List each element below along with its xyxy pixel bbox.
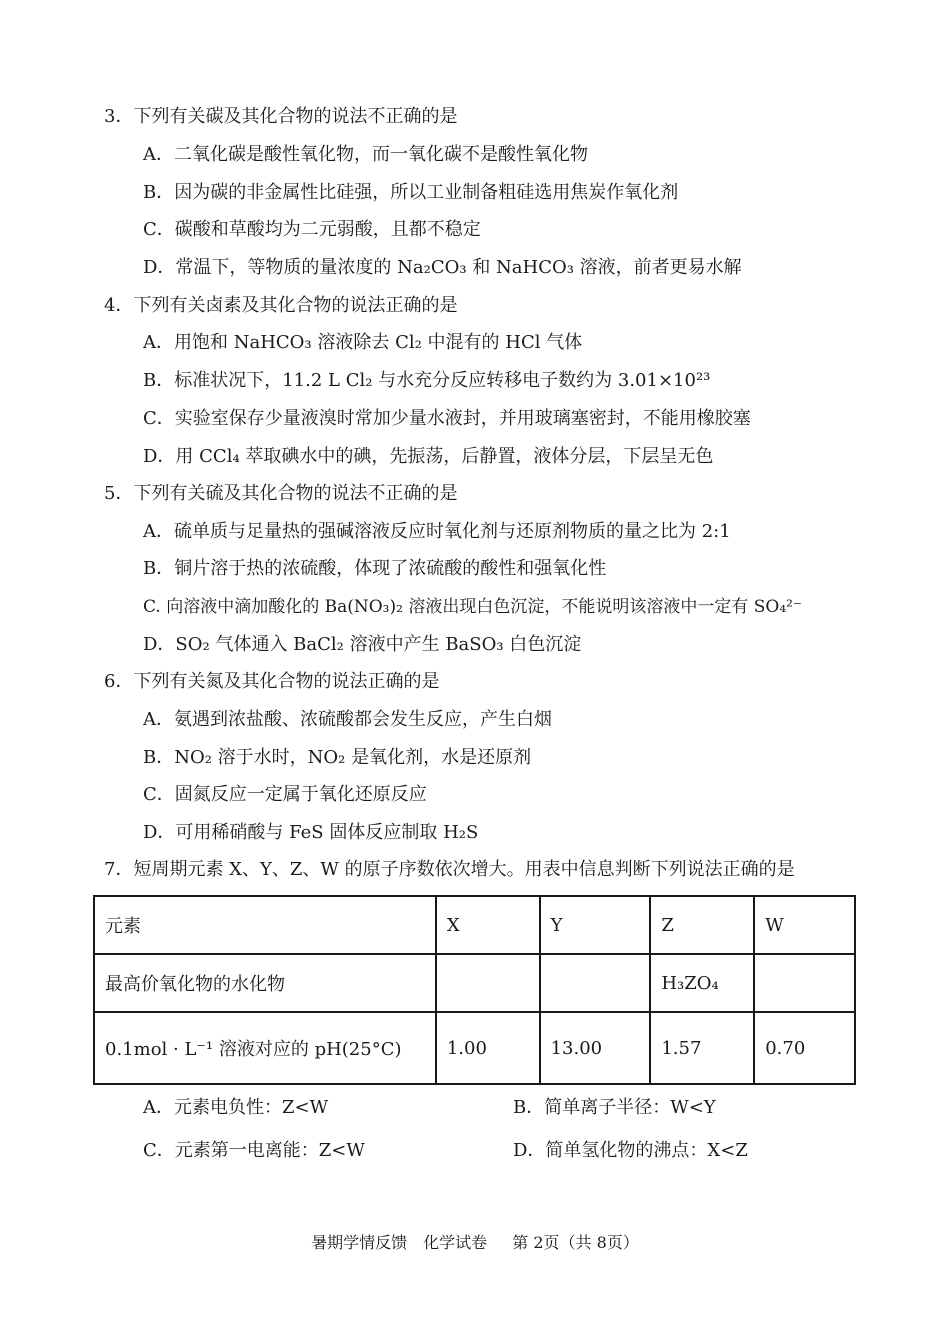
question-7-option-d: D．简单氢化物的沸点：X<Z	[513, 1140, 748, 1161]
table-header-row	[94, 896, 855, 954]
question-5-option-b: B．铜片溶于热的浓硫酸，体现了浓硫酸的酸性和强氧化性	[143, 558, 607, 579]
table-cell	[754, 954, 855, 1012]
table-cell: 最高价氧化物的水化物	[94, 954, 436, 1012]
question-6-option-b: B．NO₂ 溶于水时，NO₂ 是氧化剂，水是还原剂	[143, 747, 532, 768]
table-cell: 1.00	[436, 1012, 540, 1084]
question-3-option-b: B．因为碳的非金属性比硅强，所以工业制备粗硅选用焦炭作氧化剂	[143, 182, 679, 203]
table-cell: W	[754, 896, 855, 954]
question-7-option-a: A．元素电负性：Z<W	[143, 1097, 329, 1118]
question-6-stem: 6．下列有关氮及其化合物的说法正确的是	[104, 671, 440, 692]
page-footer	[0, 1230, 950, 1253]
table-cell: X	[436, 896, 540, 954]
table-cell: 0.70	[754, 1012, 855, 1084]
question-5-option-c: C. 向溶液中滴加酸化的 Ba(NO₃)₂ 溶液出现白色沉淀，不能说明该溶液中一定有 SO₄²⁻	[143, 597, 802, 617]
question-4-option-c: C．实验室保存少量液溴时常加少量水液封，并用玻璃塞密封，不能用橡胶塞	[143, 408, 751, 429]
question-3-option-c: C．碳酸和草酸均为二元弱酸，且都不稳定	[143, 219, 481, 240]
question-4-stem: 4．下列有关卤素及其化合物的说法正确的是	[104, 295, 458, 316]
question-3-stem: 3．下列有关碳及其化合物的说法不正确的是	[104, 106, 458, 127]
question-5-option-d: D．SO₂ 气体通入 BaCl₂ 溶液中产生 BaSO₃ 白色沉淀	[143, 634, 582, 655]
table-cell: 元素	[94, 896, 436, 954]
question-6-option-d: D．可用稀硝酸与 FeS 固体反应制取 H₂S	[143, 822, 479, 843]
question-7-option-c: C．元素第一电离能：Z<W	[143, 1140, 365, 1161]
table-row	[94, 1012, 855, 1084]
table-cell: 13.00	[540, 1012, 651, 1084]
question-4-option-d: D．用 CCl₄ 萃取碘水中的碘，先振荡，后静置，液体分层，下层呈无色	[143, 446, 714, 467]
table-cell: H₃ZO₄	[650, 954, 754, 1012]
exam-title: 暑期学情反馈 化学试卷	[311, 1233, 488, 1252]
element-table	[93, 895, 856, 1085]
question-6-option-a: A．氨遇到浓盐酸、浓硫酸都会发生反应，产生白烟	[143, 709, 552, 730]
table-cell: Z	[650, 896, 754, 954]
table-cell: 0.1mol · L⁻¹ 溶液对应的 pH(25°C)	[94, 1012, 436, 1084]
question-4-option-a: A．用饱和 NaHCO₃ 溶液除去 Cl₂ 中混有的 HCl 气体	[143, 332, 583, 353]
question-6-option-c: C．固氮反应一定属于氧化还原反应	[143, 784, 427, 805]
question-7-stem: 7．短周期元素 X、Y、Z、W 的原子序数依次增大。用表中信息判断下列说法正确的是	[104, 859, 795, 880]
table-cell	[436, 954, 540, 1012]
table-cell: 1.57	[650, 1012, 754, 1084]
question-3-option-d: D．常温下，等物质的量浓度的 Na₂CO₃ 和 NaHCO₃ 溶液，前者更易水解	[143, 257, 742, 278]
question-4-option-b: B．标准状况下，11.2 L Cl₂ 与水充分反应转移电子数约为 3.01×10²³	[143, 370, 711, 391]
page-number: 第 2页（共 8页）	[512, 1233, 639, 1252]
question-3-option-a: A．二氧化碳是酸性氧化物，而一氧化碳不是酸性氧化物	[143, 144, 588, 165]
question-5-option-a: A．硫单质与足量热的强碱溶液反应时氧化剂与还原剂物质的量之比为 2:1	[143, 521, 731, 542]
question-5-stem: 5．下列有关硫及其化合物的说法不正确的是	[104, 483, 458, 504]
table-cell	[540, 954, 651, 1012]
question-7-option-b: B．简单离子半径：W<Y	[513, 1097, 716, 1118]
table-cell: Y	[540, 896, 651, 954]
table-row	[94, 954, 855, 1012]
